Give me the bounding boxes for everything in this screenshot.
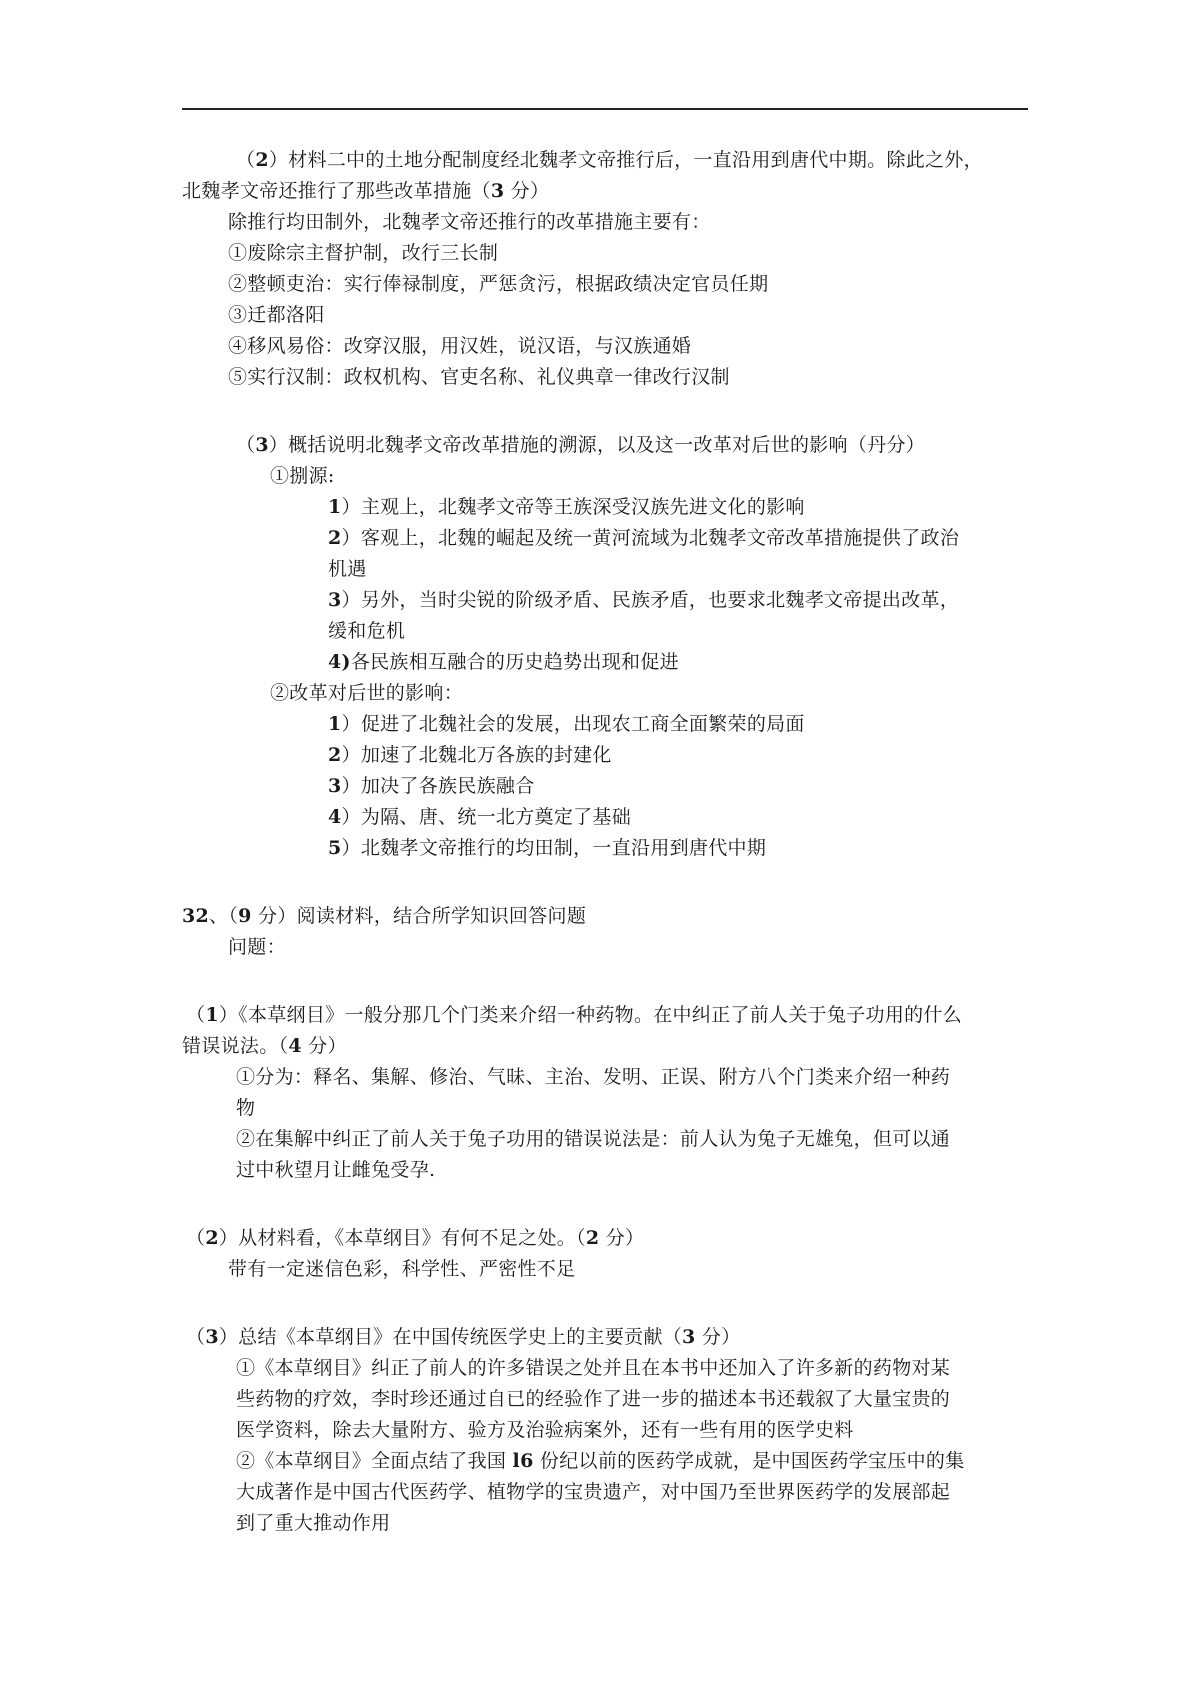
answer-text: 到了重大推动作用 [236,1512,391,1534]
question-32-heading: 32、（9 分）阅读材料，结合所学知识回答问题 [182,905,587,927]
answer-text: ①《本草纲目》纠正了前人的许多错误之处并且在本书中还加入了许多新的药物对某 [236,1357,951,1379]
question-32-2-line: （2）从材料看，《本草纲目》有何不足之处。（2 分） [186,1227,645,1249]
answer-text: 些药物的疗效，李时珍还通过自已的经验作了进一步的描述本书还载叙了大量宝贵的 [236,1388,951,1410]
list-item-continuation: 缓和危机 [328,620,406,642]
answer-item: ③迁都洛阳 [228,304,325,326]
answer-item: ①废除宗主督护制，改行三长制 [228,242,499,264]
list-item: 2）客观上，北魏的崛起及统一黄河流域为北魏孝文帝改革措施提供了政治 [328,527,960,549]
answer-intro: 除推行均田制外，北魏孝文帝还推行的改革措施主要有： [228,211,711,233]
question-32-sub: 问题： [228,936,286,958]
question-3-line: （3）概括说明北魏孝文帝改革措施的溯源，以及这一改革对后世的影响（丹分） [236,434,926,456]
answer-text: 大成著作是中国古代医药学、植物学的宝贵遗产，对中国乃至世界医药学的发展部起 [236,1481,951,1503]
list-item: 1）促进了北魏社会的发展，出现农工商全面繁荣的局面 [328,713,805,735]
answer-text: 带有一定迷信色彩，科学性、严密性不足 [228,1258,576,1280]
answer-item: ⑤实行汉制：政权机构、官吏名称、礼仪典章一律改行汉制 [228,366,730,388]
list-item: 4)各民族相互融合的历史趋势出现和促进 [328,651,679,673]
question-2-line-1: （2）材料二中的土地分配制度经北魏孝文帝推行后，一直沿用到唐代中期。除此之外， [236,149,983,171]
list-item: 1）主观上，北魏孝文帝等王族深受汉族先进文化的影响 [328,496,805,518]
question-32-3-line: （3）总结《本草纲目》在中国传统医学史上的主要贡献（3 分） [186,1326,741,1348]
answer-continuation: 过中秋望月让雌兔受孕. [236,1159,436,1181]
answer-continuation: 物 [236,1097,256,1119]
question-32-1-line-2: 错误说法。（4 分） [182,1035,347,1057]
list-item: 3）加决了各族民族融合 [328,775,535,797]
header-rule [182,108,1028,110]
answer-item: ②在集解中纠正了前人关于兔子功用的错误说法是：前人认为兔子无雄兔，但可以通 [236,1128,951,1150]
question-2-line-2: 北魏孝文帝还推行了那些改革措施（3 分） [182,180,550,202]
answer-text: 医学资料，除去大量附方、验方及治验病案外，还有一些有用的医学史料 [236,1419,854,1441]
answer-item: ④移风易俗：改穿汉服，用汉姓，说汉语，与汉族通婚 [228,335,692,357]
subheading-influence: ②改革对后世的影响： [270,682,464,704]
subheading-origin: ①捌源: [270,465,335,487]
question-32-1-line-1: （1）《本草纲目》一般分那几个门类来介绍一种药物。在中纠正了前人关于兔子功用的什么 [186,1004,963,1026]
answer-item: ①分为：释名、集解、修治、气昧、主治、发明、正误、附方八个门类来介绍一种药 [236,1066,951,1088]
list-item: 5）北魏孝文帝推行的均田制，一直沿用到唐代中期 [328,837,767,859]
answer-item: ②整顿吏治：实行俸禄制度，严惩贪污，根据政绩决定官员任期 [228,273,769,295]
answer-text: ②《本草纲目》全面点结了我国 l6 份纪以前的医药学成就，是中国医药学宝压中的集 [236,1450,965,1472]
list-item-continuation: 机遇 [328,558,367,580]
list-item: 2）加速了北魏北万各族的封建化 [328,744,612,766]
list-item: 4）为隔、唐、统一北方奠定了基础 [328,806,632,828]
list-item: 3）另外，当时尖锐的阶级矛盾、民族矛盾，也要求北魏孝文帝提出改革， [328,589,960,611]
